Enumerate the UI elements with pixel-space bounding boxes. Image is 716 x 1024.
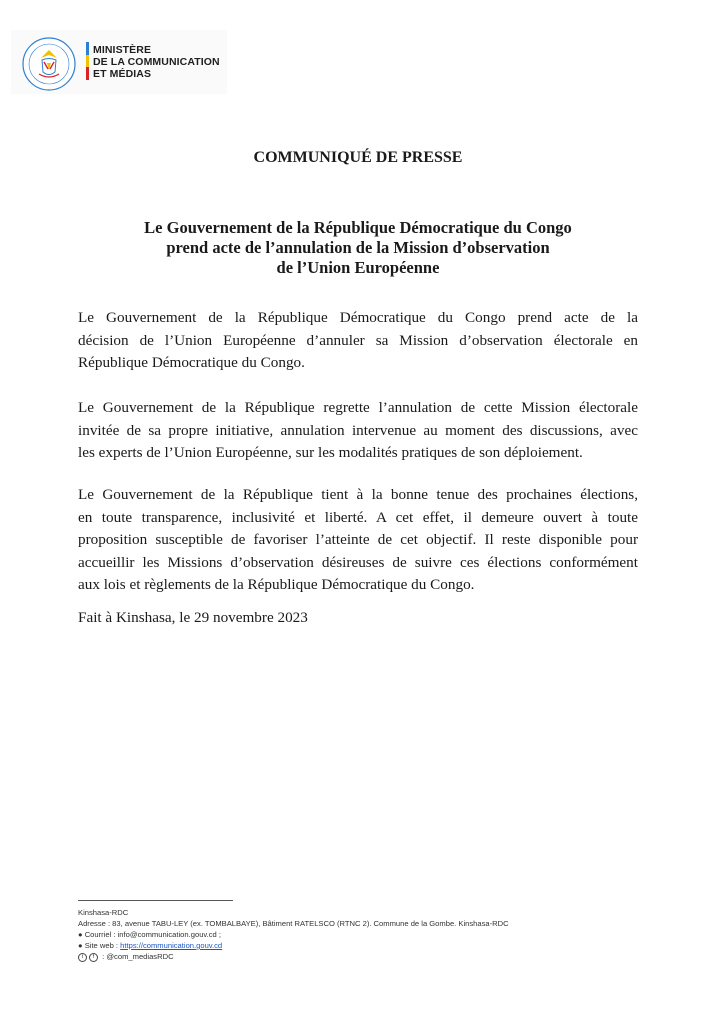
paragraph-line: Le Gouvernement de la République Démocratique du Congo prend acte de la [78,309,638,326]
paragraph-line: Le Gouvernement de la République regrette l’annulation de cette Mission électorale [78,399,638,416]
ministry-line-3: ET MÉDIAS [93,68,152,80]
subtitle-line: de l’Union Européenne [276,258,440,277]
yellow-stripe [86,55,89,68]
paragraph-line: accueillir les Missions d’observation désireuses de suivre ces élections conformément [78,553,638,571]
twitter-icon[interactable]: t [78,953,87,962]
paragraph-line: décision de l’Union Européenne d’annuler sa Mission d’observation électorale en [78,331,638,349]
red-stripe [86,67,89,80]
ministry-name [93,44,220,80]
flag-color-bar [86,42,89,80]
coat-of-arms-seal-icon [21,36,77,92]
ministry-line-2: DE LA COMMUNICATION [93,56,220,68]
document-title: COMMUNIQUÉ DE PRESSE [253,149,463,166]
paragraph-3 [78,484,638,597]
footer-website-label: ● Site web : [78,941,121,950]
paragraph-line: proposition susceptible de favoriser l’atteinte de cet objectif. Il reste disponible pour [78,531,638,548]
paragraph-line: en toute transparence, inclusivité et liberté. A cet effet, il demeure ouvert à toute [78,508,638,526]
footer-social [78,951,509,962]
signoff-date-place: Fait à Kinshasa, le 29 novembre 2023 [78,609,308,626]
subtitle-line: Le Gouvernement de la République Démocratique du Congo [144,218,572,237]
facebook-icon[interactable]: f [89,953,98,962]
footer-city: Kinshasa-RDC [78,908,129,917]
ministry-line-1: MINISTÈRE [93,44,152,56]
footer-website [78,940,509,951]
paragraph-line: République Démocratique du Congo. [78,354,305,371]
website-link[interactable]: https://communication.gouv.cd [120,941,223,950]
paragraph-line: les experts de l’Union Européenne, sur les modalités pratiques de son déploiement. [78,444,583,461]
footer [78,907,509,962]
document-subtitle [60,218,656,278]
paragraph-1 [78,307,638,375]
paragraph-2 [78,397,638,465]
footer-divider [78,900,233,901]
paragraph-line: invitée de sa propre initiative, annulation intervenue au moment des discussions, avec [78,421,638,439]
blue-stripe [86,42,89,55]
paragraph-line: Le Gouvernement de la République tient à la bonne tenue des prochaines élections, [78,486,638,503]
paragraph-line: aux lois et règlements de la République Démocratique du Congo. [78,576,475,593]
social-handle: : @com_mediasRDC [102,952,174,961]
subtitle-line: prend acte de l’annulation de la Mission d’observation [166,238,550,257]
footer-address: Adresse : 83, avenue TABU-LEY (ex. TOMBALBAYE), Bâtiment RATELSCO (RTNC 2). Commune de la Gombe. Kinshasa-RDC [78,919,509,928]
letterhead [11,30,227,94]
footer-email: ● Courriel : info@communication.gouv.cd ; [78,930,221,939]
